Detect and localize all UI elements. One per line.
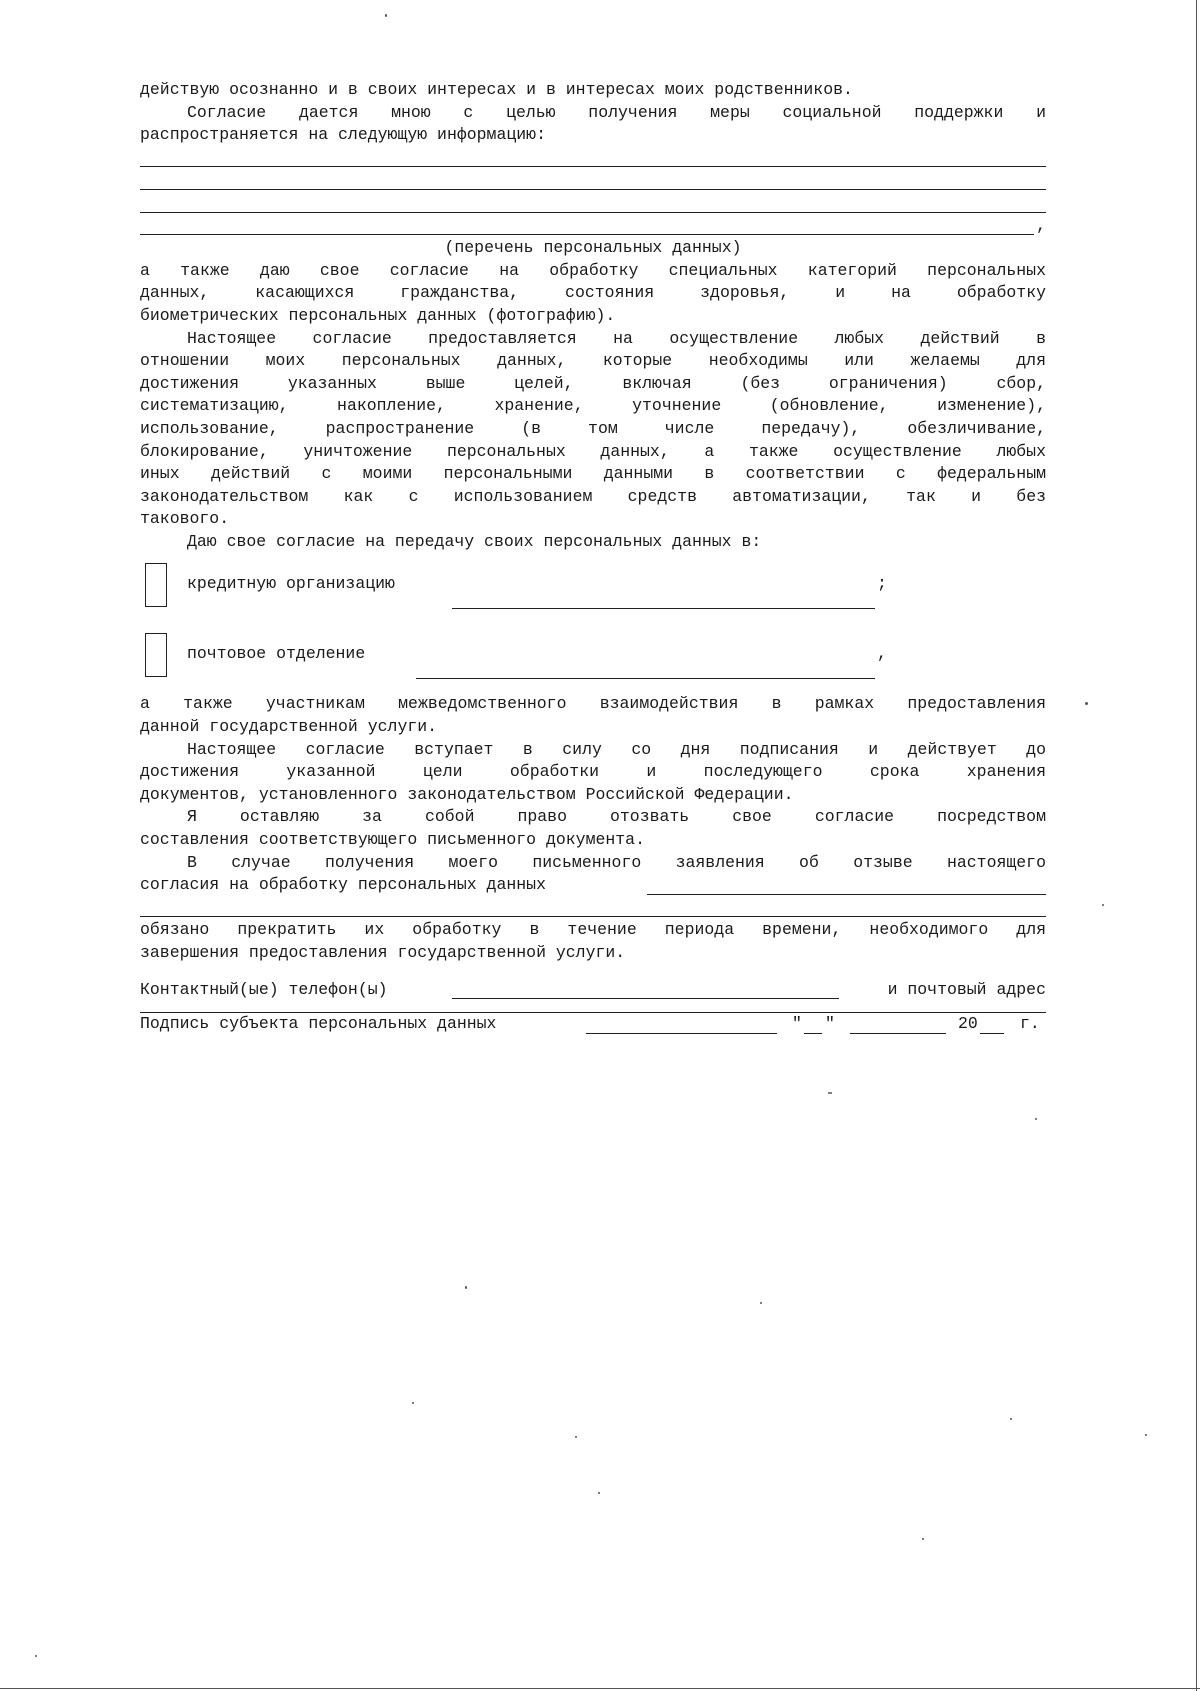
- para7-line2: согласия на обработку персональных данных: [140, 875, 546, 895]
- para2-line1: а также даю свое согласие на обработку специальных категорий персональных: [140, 260, 1046, 280]
- para7-line1: В случае получения моего письменного заявления об отзыве настоящего: [187, 852, 1046, 872]
- year-field[interactable]: [980, 1033, 1004, 1034]
- scan-speck: [575, 1436, 577, 1438]
- bank-end-punct: ;: [877, 574, 887, 594]
- para5-line2: достижения указанной цели обработки и последующего срока хранения: [140, 762, 1046, 782]
- scan-speck: [412, 1402, 414, 1404]
- signature-field[interactable]: [586, 1033, 777, 1034]
- scan-speck: [1102, 904, 1104, 906]
- intro-line: действую осознанно и в своих интересах и в интересах моих родственников.: [140, 80, 853, 99]
- list-comma: ,: [1036, 215, 1046, 235]
- month-field[interactable]: [850, 1033, 946, 1034]
- year-suffix: г.: [1020, 1014, 1040, 1034]
- post-label: почтовое отделение: [187, 644, 366, 664]
- para4-line2: данной государственной услуги.: [140, 717, 438, 737]
- option-bank-row: [140, 553, 1046, 623]
- scan-edge-right: [1196, 0, 1197, 1691]
- para3-line3: достижения указанных выше целей, включая (без ограничения) сбор,: [140, 373, 1046, 393]
- scan-speck: [385, 14, 387, 17]
- scan-speck: [1085, 702, 1088, 705]
- data-list-blank-4[interactable]: [140, 215, 1046, 238]
- para5-line1: Настоящее согласие вступает в силу со дня подписания и действует до: [187, 739, 1046, 759]
- para3-line9: такового.: [140, 509, 230, 529]
- scan-speck: [1035, 1118, 1037, 1120]
- para3-line4: систематизацию, накопление, хранение, уточнение (обновление, изменение),: [140, 396, 1046, 416]
- year-prefix: 20: [958, 1014, 978, 1034]
- para5-line3: документов, установленного законодательством Российской Федерации.: [140, 784, 794, 804]
- post-checkbox[interactable]: [145, 633, 167, 677]
- scan-speck: [922, 1538, 924, 1540]
- option-post-row: [140, 623, 1046, 693]
- para1-line1: Согласие дается мною с целью получения меры социальной поддержки и: [187, 102, 1046, 122]
- post-end-punct: ,: [877, 644, 887, 664]
- para2-line3: биометрических персональных данных (фотографию).: [140, 305, 616, 325]
- address-label: и почтовый адрес: [887, 979, 1046, 999]
- bank-label: кредитную организацию: [187, 574, 395, 594]
- phone-field[interactable]: [452, 998, 839, 999]
- scan-speck: [598, 1492, 600, 1494]
- scan-speck: [830, 1092, 832, 1094]
- scan-speck: [828, 1092, 830, 1094]
- contact-row: [140, 979, 1046, 1002]
- para3-line5: использование, распространение (в том числе передачу), обезличивание,: [140, 418, 1046, 438]
- para3-line6: блокирование, уничтожение персональных данных, а также осуществление любых: [140, 441, 1046, 461]
- signature-row: [140, 1013, 1046, 1036]
- scan-edge-bottom: [0, 1688, 1200, 1689]
- para3-line1: Настоящее согласие предоставляется на осуществление любых действий в: [187, 328, 1046, 348]
- para8-line1: обязано прекратить их обработку в течение периода времени, необходимого для: [140, 920, 1046, 940]
- scan-speck: [1010, 1418, 1012, 1420]
- bank-name-field[interactable]: [452, 608, 875, 609]
- para3-line8: законодательством как с использованием средств автоматизации, так и без: [140, 486, 1046, 506]
- signature-label: Подпись субъекта персональных данных: [140, 1014, 497, 1034]
- bank-checkbox[interactable]: [145, 563, 167, 607]
- contact-label: Контактный(ые) телефон(ы): [140, 979, 388, 999]
- data-list-caption: (перечень персональных данных): [444, 238, 742, 258]
- para3-line7: иных действий с моими персональными данными в соответствии с федеральным: [140, 464, 1046, 484]
- para7-line2-row: [140, 874, 1046, 897]
- para6-line1: Я оставляю за собой право отозвать свое согласие посредством: [187, 807, 1046, 827]
- scan-speck: [1145, 1434, 1147, 1436]
- address-field[interactable]: [140, 1001, 1046, 1013]
- operator-name-field-2[interactable]: [140, 897, 1046, 920]
- para2-line2: данных, касающихся гражданства, состояния здоровья, и на обработку: [140, 283, 1046, 303]
- data-list-blank-3[interactable]: [140, 192, 1046, 215]
- data-list-blank-1[interactable]: [140, 147, 1046, 170]
- scan-speck: [760, 1302, 762, 1304]
- date-quote-close: ": [825, 1014, 835, 1034]
- consent-form-body: [140, 79, 1046, 1036]
- scan-speck: [465, 1286, 467, 1289]
- transfer-intro: Даю свое согласие на передачу своих персональных данных в:: [187, 531, 762, 551]
- para8-line2: завершения предоставления государственной услуги.: [140, 943, 626, 962]
- para4-line1: а также участникам межведомственного взаимодействия в рамках предоставления: [140, 694, 1046, 714]
- day-field[interactable]: [804, 1033, 822, 1034]
- data-list-blank-2[interactable]: [140, 169, 1046, 192]
- operator-name-field-1[interactable]: [647, 894, 1046, 895]
- scan-speck: [35, 1655, 37, 1657]
- para3-line2: отношении моих персональных данных, которые необходимы или желаемы для: [140, 351, 1046, 371]
- para1-line2: распространяется на следующую информацию:: [140, 125, 546, 145]
- date-quote-open: ": [792, 1014, 802, 1034]
- para6-line2: составления соответствующего письменного документа.: [140, 830, 645, 850]
- post-office-field[interactable]: [416, 678, 875, 679]
